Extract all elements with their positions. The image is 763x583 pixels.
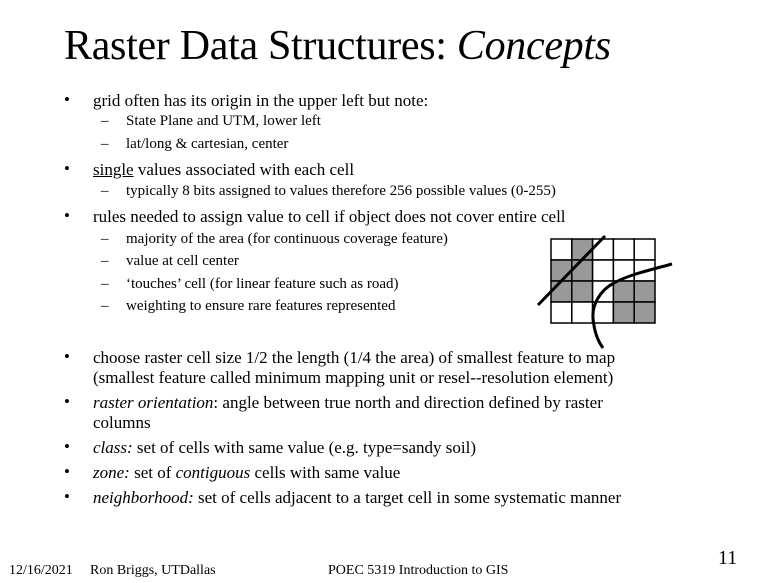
bullet-1-sub-1: State Plane and UTM, lower left bbox=[126, 113, 321, 129]
bullet-5-line-2: columns bbox=[93, 413, 151, 432]
raster-cell bbox=[613, 302, 634, 323]
sub-dash: – bbox=[101, 276, 109, 292]
raster-cell bbox=[551, 260, 572, 281]
title-main: Raster Data Structures: bbox=[64, 23, 457, 69]
bullet-5-line-1 bbox=[93, 392, 603, 413]
raster-cell bbox=[634, 302, 655, 323]
bullet-3-sub-1: majority of the area (for continuous coverage feature) bbox=[126, 231, 448, 247]
term-neighborhood: neighborhood: bbox=[93, 488, 194, 507]
raster-cell bbox=[572, 260, 593, 281]
bullet-1-text: grid often has its origin in the upper left but note: bbox=[93, 91, 429, 110]
bullet-marker: • bbox=[64, 392, 70, 411]
bullet-marker: • bbox=[64, 90, 70, 109]
raster-cell bbox=[572, 239, 593, 260]
bullet-marker: • bbox=[64, 462, 70, 481]
term-class: class: bbox=[93, 438, 133, 457]
bullet-7-mid: set of bbox=[129, 463, 176, 482]
raster-cell bbox=[551, 281, 572, 302]
bullet-2-sub-1: typically 8 bits assigned to values therefore 256 possible values (0-255) bbox=[126, 183, 556, 199]
page-number: 11 bbox=[718, 547, 738, 569]
bullet-6-line bbox=[93, 437, 476, 458]
bullet-4-line-1: choose raster cell size 1/2 the length (1/4 the area) of smallest feature to map bbox=[93, 348, 616, 367]
sub-dash: – bbox=[101, 231, 109, 247]
bullet-marker: • bbox=[64, 487, 70, 506]
raster-cell bbox=[613, 281, 634, 302]
bullet-2-underlined: single bbox=[93, 160, 134, 179]
sub-dash: – bbox=[101, 136, 109, 152]
term-raster-orientation: raster orientation bbox=[93, 393, 214, 412]
raster-grid bbox=[551, 239, 655, 323]
sub-dash: – bbox=[101, 298, 109, 314]
term-contiguous: contiguous bbox=[175, 463, 251, 482]
raster-cell bbox=[551, 302, 572, 323]
bullet-marker: • bbox=[64, 159, 70, 178]
bullet-7-line bbox=[93, 462, 400, 483]
raster-cell bbox=[551, 239, 572, 260]
footer-course: POEC 5319 Introduction to GIS bbox=[328, 563, 509, 578]
bullet-6-text: set of cells with same value (e.g. type=sandy soil) bbox=[132, 438, 477, 457]
bullet-marker: • bbox=[64, 206, 70, 225]
title-italic: Concepts bbox=[456, 23, 611, 69]
sub-dash: – bbox=[101, 113, 109, 129]
sub-dash: – bbox=[101, 183, 109, 199]
footer-date: 12/16/2021 bbox=[9, 563, 73, 578]
bullet-3-sub-2: value at cell center bbox=[126, 253, 239, 269]
raster-cell bbox=[572, 302, 593, 323]
bullet-4-line-2: (smallest feature called minimum mapping unit or resel--resolution element) bbox=[93, 368, 614, 387]
bullet-marker: • bbox=[64, 437, 70, 456]
footer-author: Ron Briggs, UTDallas bbox=[90, 563, 216, 578]
bullet-5-text: : angle between true north and direction defined by raster bbox=[213, 393, 603, 412]
raster-cell bbox=[593, 260, 614, 281]
raster-cell bbox=[634, 281, 655, 302]
bullet-3-text: rules needed to assign value to cell if object does not cover entire cell bbox=[93, 207, 566, 226]
bullet-1-sub-2: lat/long & cartesian, center bbox=[126, 136, 289, 152]
bullet-8-text: set of cells adjacent to a target cell in some systematic manner bbox=[193, 488, 622, 507]
raster-cell bbox=[593, 239, 614, 260]
bullet-3-sub-4: weighting to ensure rare features represented bbox=[126, 298, 396, 314]
raster-cell bbox=[634, 239, 655, 260]
bullet-8-line bbox=[93, 487, 621, 508]
raster-cell bbox=[572, 281, 593, 302]
bullet-3-sub-3: ‘touches’ cell (for linear feature such as road) bbox=[126, 276, 399, 292]
bullet-7-text: cells with same value bbox=[250, 463, 401, 482]
bullet-2-rest: values associated with each cell bbox=[133, 160, 355, 179]
raster-cell bbox=[613, 239, 634, 260]
term-zone: zone: bbox=[93, 463, 130, 482]
sub-dash: – bbox=[101, 253, 109, 269]
bullet-marker: • bbox=[64, 347, 70, 366]
